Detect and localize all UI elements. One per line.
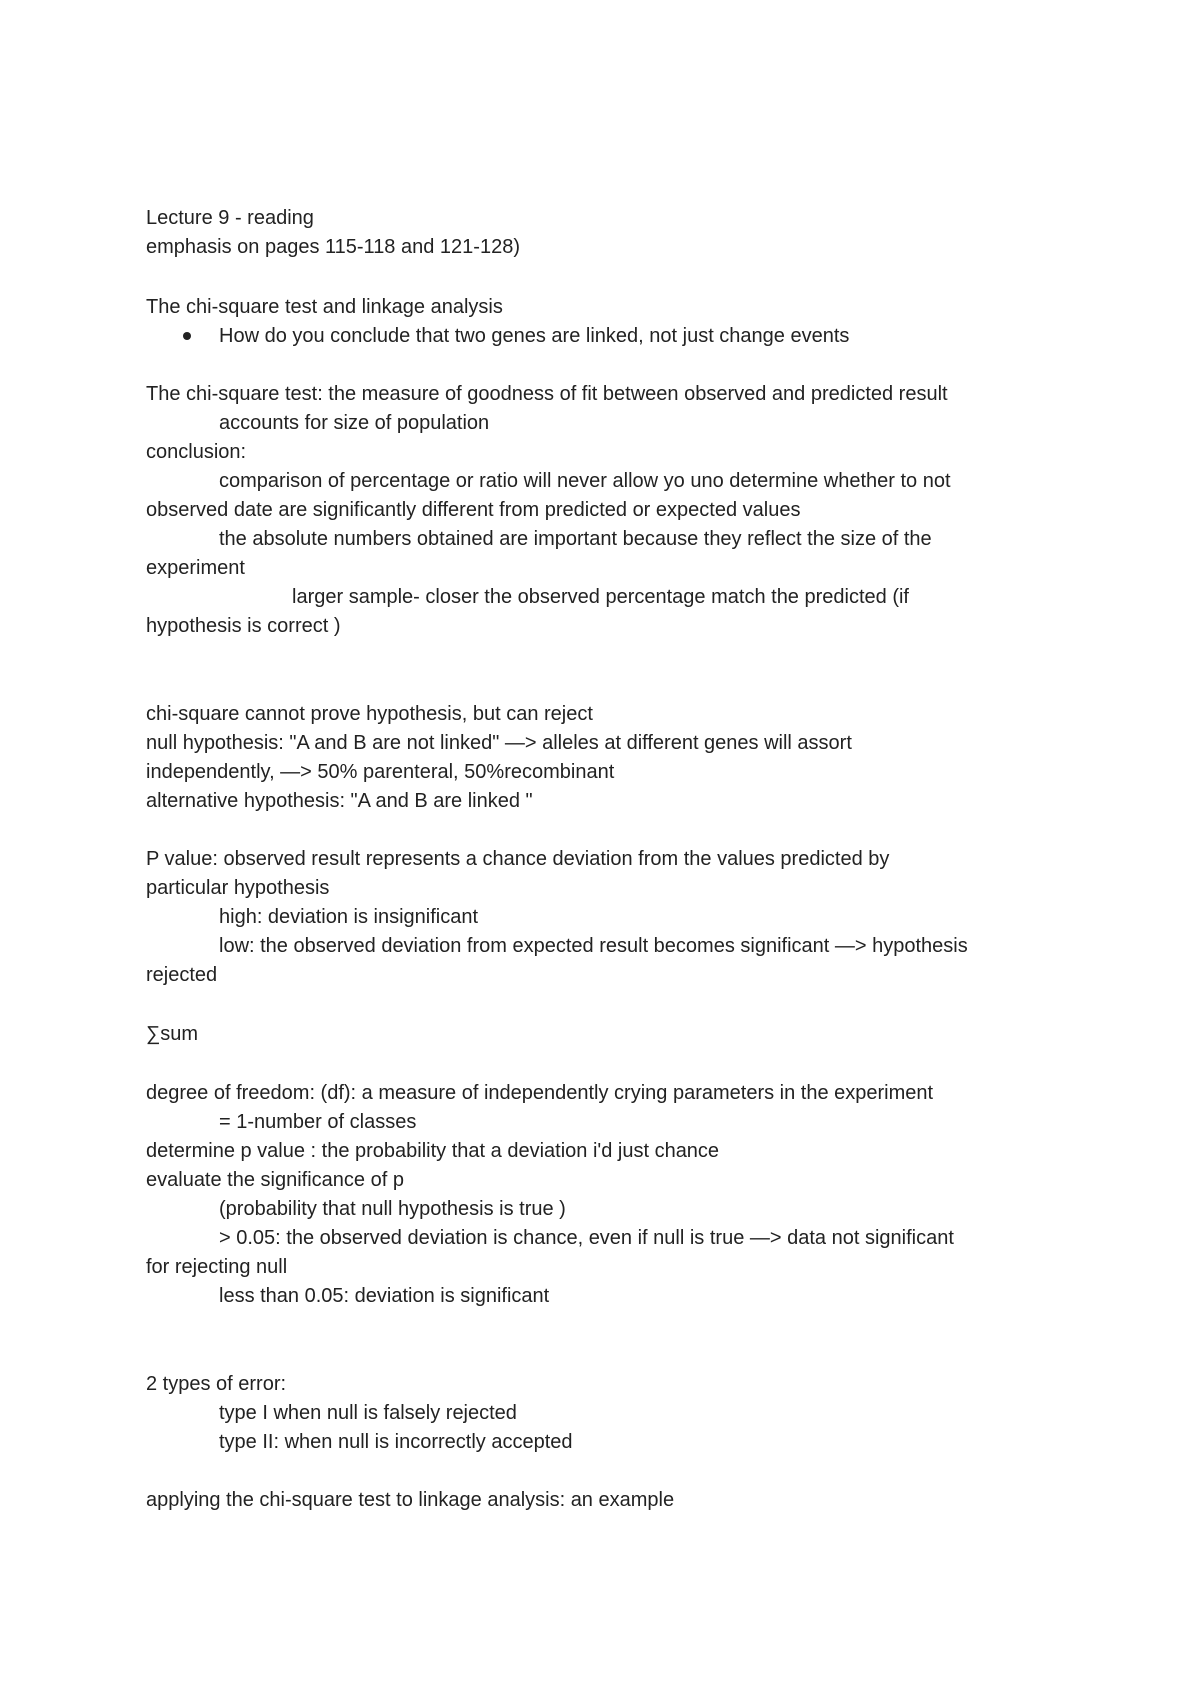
text-line: = 1-number of classes	[219, 1111, 417, 1133]
text-line: evaluate the significance of p	[146, 1169, 404, 1191]
text-line: alternative hypothesis: "A and B are linked "	[146, 790, 533, 812]
text-line: particular hypothesis	[146, 877, 330, 899]
reading-emphasis: emphasis on pages 115-118 and 121-128)	[146, 236, 520, 258]
text-line: independently, —> 50% parenteral, 50%recombinant	[146, 761, 615, 783]
lecture-title: Lecture 9 - reading	[146, 207, 314, 229]
text-line: type II: when null is incorrectly accepted	[219, 1431, 573, 1453]
text-line: comparison of percentage or ratio will never allow yo uno determine whether to not	[219, 470, 951, 492]
text-line: > 0.05: the observed deviation is chance, even if null is true —> data not significant	[219, 1227, 954, 1249]
text-line: conclusion:	[146, 441, 247, 463]
text-line: less than 0.05: deviation is significant	[219, 1285, 550, 1307]
text-line: null hypothesis: "A and B are not linked" —> alleles at different genes will assort	[146, 732, 852, 754]
text-line: The chi-square test: the measure of goodness of fit between observed and predicted result	[146, 383, 948, 405]
text-line: for rejecting null	[146, 1256, 288, 1278]
text-line: low: the observed deviation from expected result becomes significant —> hypothesis	[219, 935, 968, 957]
text-line: chi-square cannot prove hypothesis, but can reject	[146, 703, 593, 725]
text-line: determine p value : the probability that a deviation i'd just chance	[146, 1140, 720, 1162]
sum-symbol-line: ∑sum	[146, 1023, 199, 1045]
text-line: type I when null is falsely rejected	[219, 1402, 517, 1424]
bullet-icon	[183, 332, 191, 340]
text-line: 2 types of error:	[146, 1373, 287, 1395]
text-line: experiment	[146, 557, 245, 579]
text-line: applying the chi-square test to linkage analysis: an example	[146, 1489, 675, 1511]
bullet-item: How do you conclude that two genes are linked, not just change events	[219, 325, 850, 347]
text-line: rejected	[146, 964, 218, 986]
text-line: the absolute numbers obtained are important because they reflect the size of the	[219, 528, 932, 550]
section-heading: The chi-square test and linkage analysis	[146, 296, 503, 318]
text-line: observed date are significantly different from predicted or expected values	[146, 499, 801, 521]
text-line: high: deviation is insignificant	[219, 906, 479, 928]
text-line: P value: observed result represents a chance deviation from the values predicted by	[146, 848, 890, 870]
text-line: larger sample- closer the observed percentage match the predicted (if	[292, 586, 909, 608]
text-line: hypothesis is correct )	[146, 615, 341, 637]
text-line: (probability that null hypothesis is true )	[219, 1198, 566, 1220]
text-line: degree of freedom: (df): a measure of independently crying parameters in the experiment	[146, 1082, 934, 1104]
text-line: accounts for size of population	[219, 412, 490, 434]
